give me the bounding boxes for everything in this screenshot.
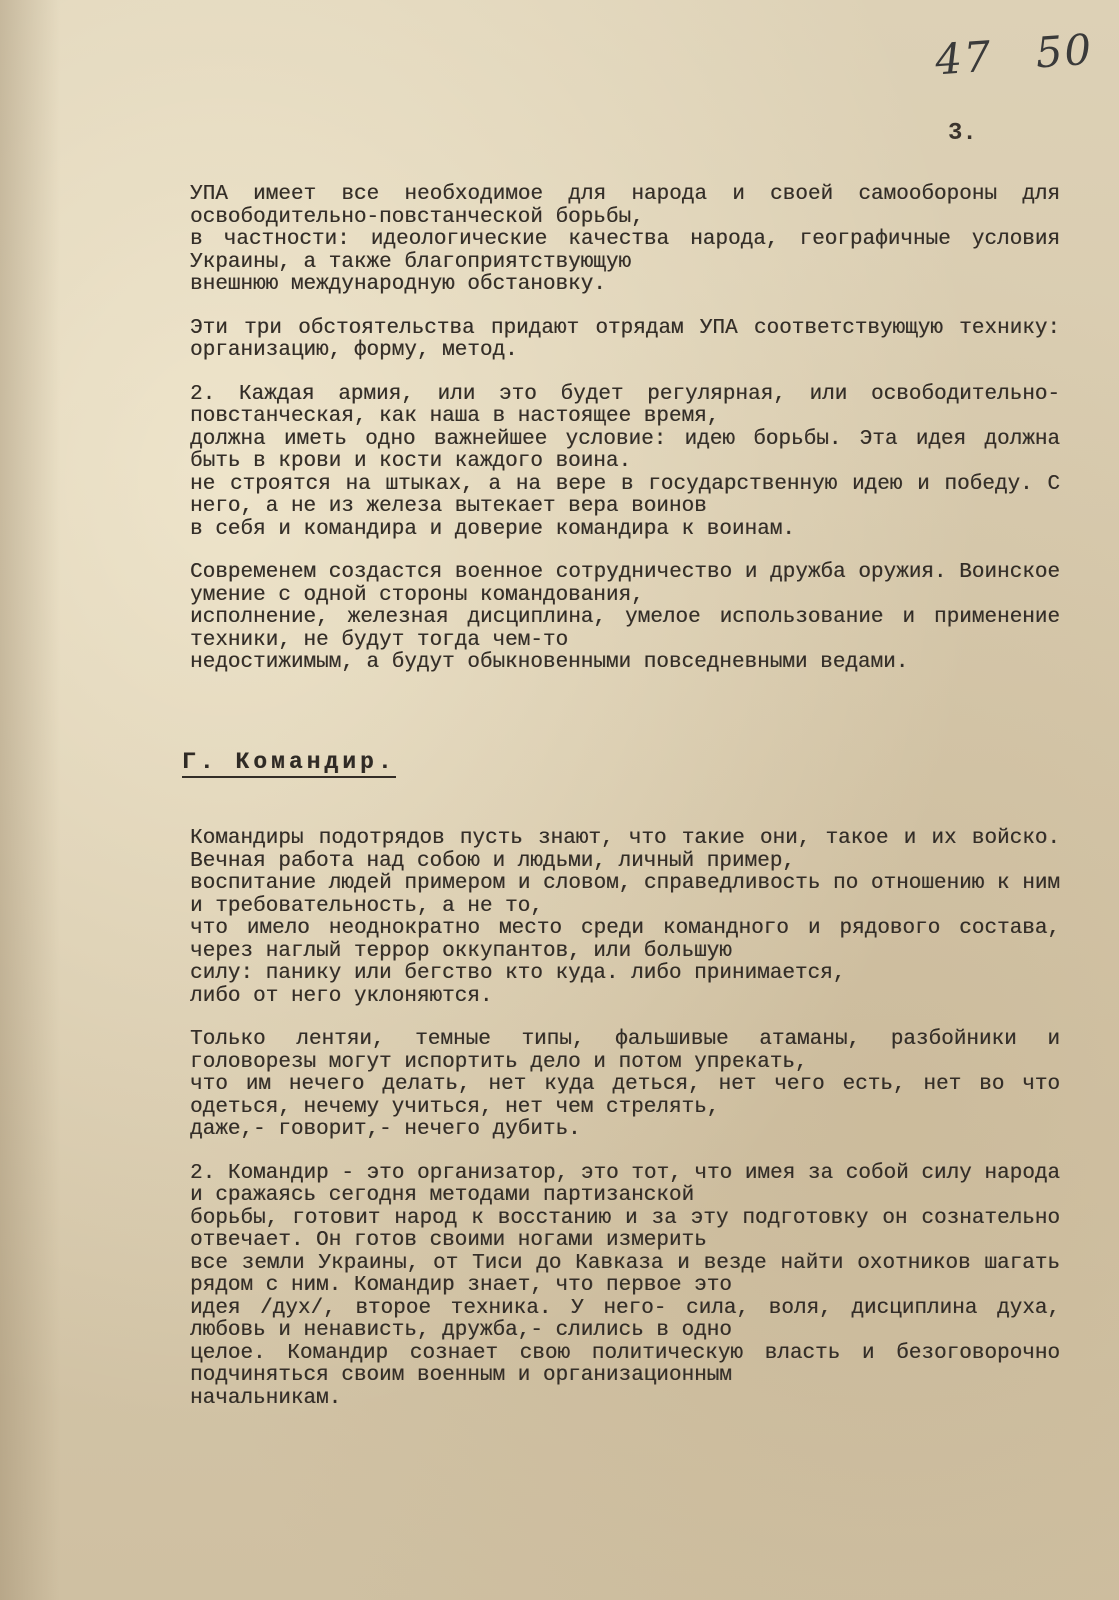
page-edge-shadow bbox=[0, 0, 60, 1600]
paragraph-idea-of-struggle: 2. Каждая армия, или это будет регулярная, или освободительно-повстанческая, как наша в настоящее время, должна иметь одно важнейшее условие: идею борьбы. Эта идея должна быть в крови и кости каждого воина. не строятся на штыках, а на вере в государственную идею и победу. С него, а не из железа вытекает вера воинов в себя и командира и доверие командира к воинам. bbox=[190, 382, 1060, 541]
paragraph-subunit-commanders: Командиры подотрядов пусть знают, что такие они, такое и их войско. Вечная работа над собою и людьми, личный пример, воспитание людей примером и словом, справедливость по отношению к ним и требовательность, а не то, что имело неоднократно место среди командного и рядового состава, через наглый террор оккупантов, или большую силу: панику или бегство кто куда. либо принимается, либо от него уклоняются. bbox=[190, 827, 1060, 1008]
folio-new-number: 50 bbox=[1034, 24, 1095, 78]
paragraph-three-circumstances: Эти три обстоятельства придают отрядам УПА соответствующую технику: организацию, форму, метод. bbox=[190, 316, 1060, 362]
handwritten-folio-numbers bbox=[933, 25, 1094, 85]
paragraph-upa-means: УПА имеет все необходимое для народа и своей самообороны для освободительно-повстанческой борьбы, в частности: идеологические качества народа, географичные условия Украины, а также благоприятствующую внешнюю международную обстановку. bbox=[190, 183, 1060, 296]
section-heading-commander: Г. Командир. bbox=[182, 751, 396, 779]
paragraph-lazy-types: Только лентяи, темные типы, фальшивые атаманы, разбойники и головорезы могут испортить дело и потом упрекать, что им нечего делать, нет куда деться, нет чего есть, нет во что одеться, нечему учиться, нет чем стрелять, даже,- говорит,- нечего дубить. bbox=[190, 1028, 1060, 1141]
folio-old-number: 47 bbox=[933, 31, 995, 85]
typed-body bbox=[182, 183, 1060, 1431]
paragraph-military-cooperation: Современем создастся военное сотрудничество и дружба оружия. Воинское умение с одной стороны командования, исполнение, железная дисциплина, умелое использование и применение техники, не будут тогда чем-то недостижимым, а будут обыкновенными повседневными ведами. bbox=[190, 561, 1060, 674]
paragraph-commander-organizer: 2. Командир - это организатор, это тот, что имея за собой силу народа и сражаясь сегодня методами партизанской борьбы, готовит народ к восстанию и за эту подготовку он сознательно отвечает. Он готов своими ногами измерить все земли Украины, от Тиси до Кавказа и везде найти охотников шагать рядом с ним. Командир знает, что первое это идея /дух/, второе техника. У него- сила, воля, дисциплина духа, любовь и ненависть, дружба,- слились в одно целое. Командир сознает свою политическую власть и безоговорочно подчиняться своим военным и организационным начальникам. bbox=[190, 1161, 1060, 1410]
page-number: 3. bbox=[948, 120, 977, 147]
